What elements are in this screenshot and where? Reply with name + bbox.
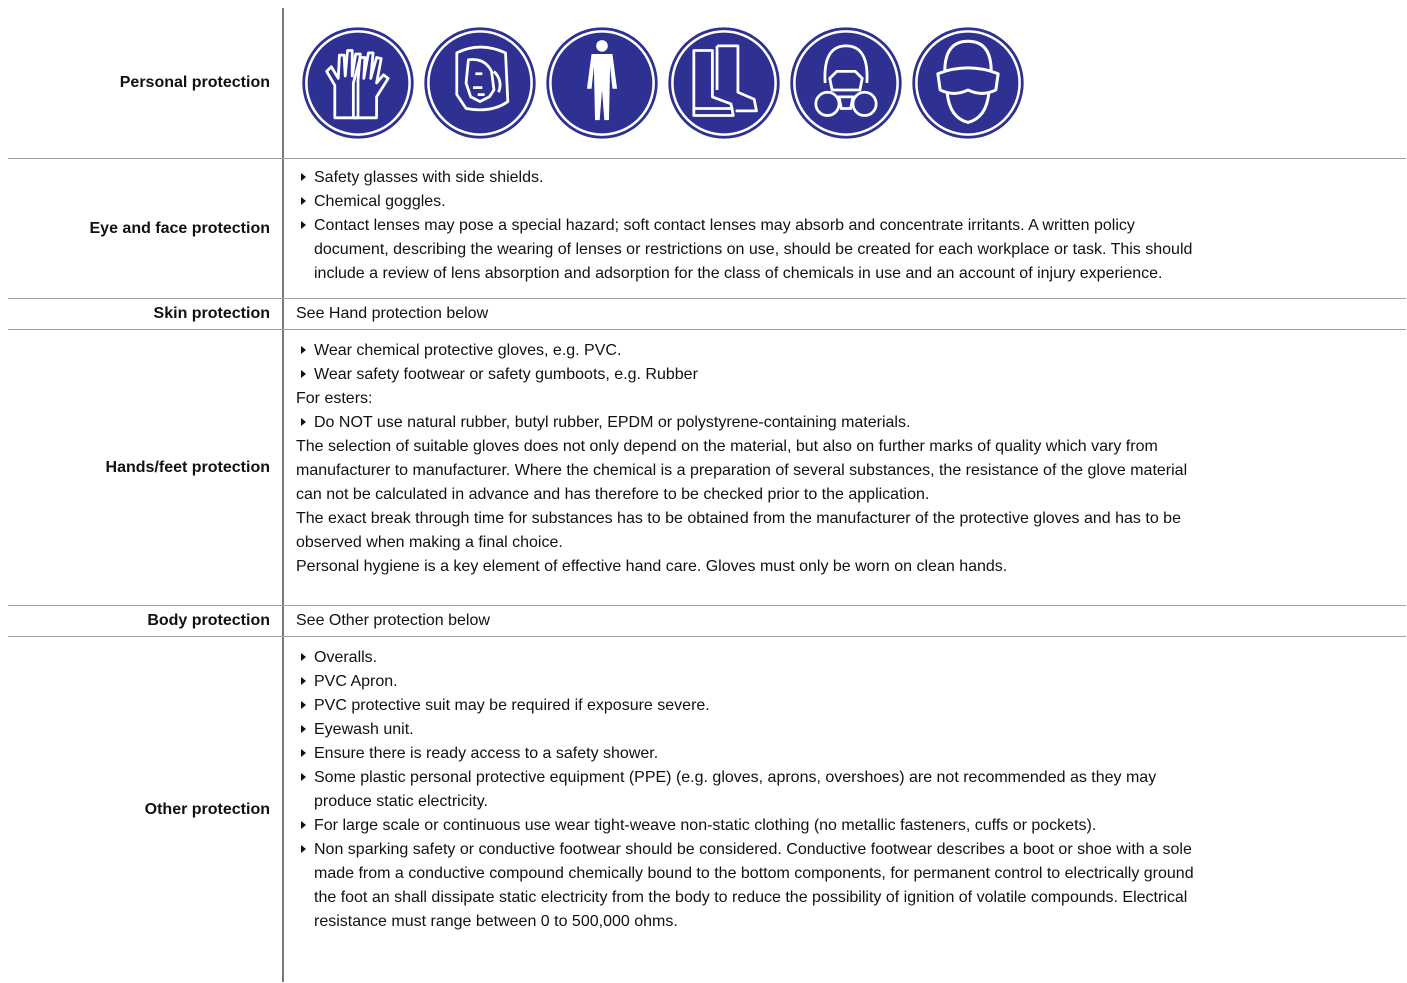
bullet-item: Do NOT use natural rubber, butyl rubber, EPDM or polystyrene-containing materials. [296,411,1406,435]
bullet-item: PVC Apron. [296,670,1406,694]
bullet-item: Some plastic personal protective equipment (PPE) (e.g. gloves, aprons, overshoes) are not recommended as they may [296,766,1406,790]
ppe-icons [284,8,1406,158]
paragraph-line: The exact break through time for substances has to be obtained from the manufacturer of the protective gloves and has to be [296,510,1181,527]
row-personal-protection [8,8,1406,159]
protective-suit-icon [544,25,660,141]
bullet-item: Eyewash unit. [296,718,1406,742]
bullet-continuation: include a review of lens absorption and adsorption for the class of chemicals in use and an account of injury experience. [314,265,1163,282]
row-skin-protection [8,299,1406,330]
bullet-item: Non sparking safety or conductive footwear should be considered. Conductive footwear describes a boot or shoe with a sole [296,838,1406,862]
bullet-item: Contact lenses may pose a special hazard; soft contact lenses may absorb and concentrate irritants. A written policy [296,214,1406,238]
skin-protection-value: See Hand protection below [296,305,489,322]
bullet-continuation: made from a conductive compound chemically bound to the bottom components, for permanent control to electrically ground [314,865,1194,882]
gloves-icon [300,25,416,141]
bullet-item: Wear safety footwear or safety gumboots, e.g. Rubber [296,363,1406,387]
other-protection-content [284,637,1406,982]
paragraph-line: observed when making a final choice. [296,534,563,551]
bullet-item: Wear chemical protective gloves, e.g. PVC. [296,339,1406,363]
row-eye-face-protection [8,159,1406,299]
row-other-protection [8,637,1406,982]
paragraph-line: can not be calculated in advance and has therefore to be checked prior to the application. [296,486,930,503]
paragraph-line: manufacturer to manufacturer. Where the chemical is a preparation of several substances, the resistance of the glove material [296,462,1188,479]
esters-heading: For esters: [296,390,373,407]
body-protection-value: See Other protection below [296,612,490,629]
safety-boots-icon [666,25,782,141]
ppe-table [8,8,1406,982]
label-body-protection: Body protection [8,606,284,636]
safety-goggles-icon [910,25,1026,141]
face-shield-icon [422,25,538,141]
label-other-protection: Other protection [8,637,284,982]
label-eye-face-protection: Eye and face protection [8,159,284,298]
bullet-continuation: produce static electricity. [314,793,488,810]
paragraph-line: The selection of suitable gloves does not only depend on the material, but also on further marks of quality which vary from [296,438,1158,455]
bullet-continuation: document, describing the wearing of lenses or restrictions on use, should be created for each workplace or task. This should [314,241,1193,258]
eye-face-content [284,159,1406,298]
bullet-continuation: the foot an shall dissipate static electricity from the body to reduce the possibility of ignition of volatile compounds. Electrical [314,889,1188,906]
hands-feet-content [284,330,1406,605]
row-body-protection [8,606,1406,637]
respirator-icon [788,25,904,141]
label-personal-protection: Personal protection [8,8,284,158]
bullet-item: For large scale or continuous use wear tight-weave non-static clothing (no metallic fasteners, cuffs or pockets). [296,814,1406,838]
label-hands-feet-protection: Hands/feet protection [8,330,284,605]
row-hands-feet-protection [8,330,1406,606]
paragraph-line: Personal hygiene is a key element of effective hand care. Gloves must only be worn on clean hands. [296,558,1008,575]
bullet-item: Chemical goggles. [296,190,1406,214]
label-skin-protection: Skin protection [8,299,284,329]
bullet-continuation: resistance must range between 0 to 500,000 ohms. [314,913,678,930]
bullet-item: Safety glasses with side shields. [296,166,1406,190]
bullet-item: Ensure there is ready access to a safety shower. [296,742,1406,766]
bullet-item: Overalls. [296,646,1406,670]
bullet-item: PVC protective suit may be required if exposure severe. [296,694,1406,718]
